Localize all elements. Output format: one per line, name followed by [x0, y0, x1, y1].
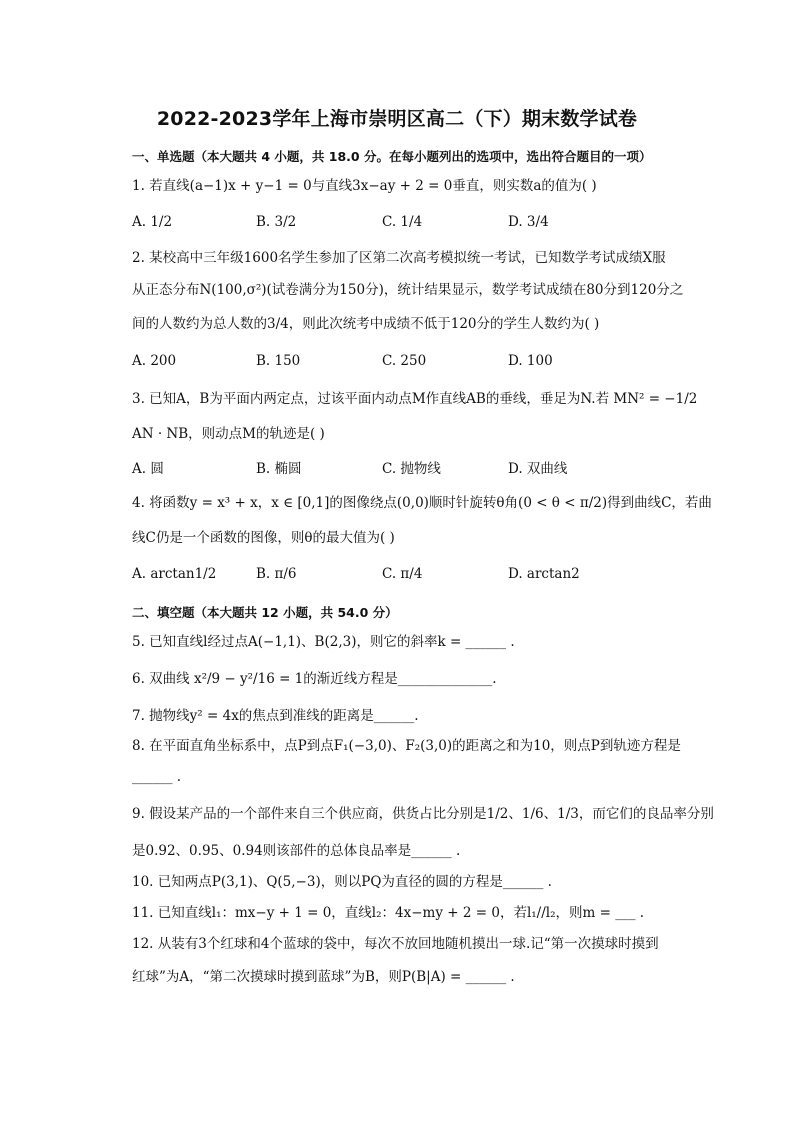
option-d: D. 100: [508, 353, 553, 369]
option-a: A. arctan1/2: [132, 566, 217, 582]
option-c: C. 抛物线: [382, 461, 441, 477]
section-heading-fill-in: 二、填空题（本大题共 12 小题，共 54.0 分）: [132, 605, 398, 620]
option-b: B. π/6: [256, 566, 297, 582]
question-1-options: [132, 214, 692, 234]
question-2-line-1: 2. 某校高中三年级1600名学生参加了区第二次高考模拟统一考试，已知数学考试成绩X服: [132, 250, 666, 266]
option-a: A. 200: [132, 353, 177, 369]
option-c: C. π/4: [382, 566, 423, 582]
question-11-text: 11. 已知直线l₁：mx−y + 1 = 0，直线l₂：4x−my + 2 = 0，若l₁//l₂，则m = ___ .: [132, 905, 645, 921]
page-title: 2022-2023学年上海市崇明区高二（下）期末数学试卷: [156, 108, 638, 130]
option-b: B. 150: [256, 353, 301, 369]
question-3-options: [132, 457, 692, 477]
question-4-line-1: 4. 将函数y = x³ + x，x ∈ [0,1]的图像绕点(0,0)顺时针旋转θ角(0 < θ < π/2)得到曲线C，若曲: [132, 495, 712, 511]
question-2-options: [132, 353, 692, 373]
question-1-text: 1. 若直线(a−1)x + y−1 = 0与直线3x−ay + 2 = 0垂直，则实数a的值为( ): [132, 178, 597, 194]
question-4-options: [132, 566, 692, 586]
section-heading-single-choice: 一、单选题（本大题共 4 小题，共 18.0 分。在每小题列出的选项中，选出符合题目的一项）: [132, 149, 652, 164]
option-d: D. 双曲线: [508, 461, 568, 477]
question-9-line-2: 是0.92、0.95、0.94则该部件的总体良品率是______ .: [132, 843, 461, 859]
question-2-line-2: 从正态分布N(100,σ²)(试卷满分为150分)，统计结果显示，数学考试成绩在80分到120分之: [132, 282, 684, 298]
option-a: A. 1/2: [132, 214, 173, 230]
question-3-line-2: AN · NB，则动点M的轨迹是( ): [132, 426, 325, 442]
option-c: C. 250: [382, 353, 427, 369]
question-4-line-2: 线C仍是一个函数的图像，则θ的最大值为( ): [132, 530, 395, 546]
question-12-line-2: 红球”为A，“第二次摸球时摸到蓝球”为B，则P(B|A) = ______ .: [132, 969, 515, 985]
question-8-line-1: 8. 在平面直角坐标系中，点P到点F₁(−3,0)、F₂(3,0)的距离之和为10，则点P到轨迹方程是: [132, 738, 681, 754]
option-d: D. 3/4: [508, 214, 549, 230]
question-5-text: 5. 已知直线l经过点A(−1,1)、B(2,3)，则它的斜率k = ______ .: [132, 634, 515, 650]
question-7-text: 7. 抛物线y² = 4x的焦点到准线的距离是______.: [132, 708, 419, 724]
option-a: A. 圆: [132, 461, 164, 477]
option-d: D. arctan2: [508, 566, 580, 582]
question-8-line-2: ______ .: [132, 769, 182, 785]
question-6-text: 6. 双曲线 x²/9 − y²/16 = 1的渐近线方程是______________.: [132, 671, 497, 687]
question-2-line-3: 间的人数约为总人数的3/4，则此次统考中成绩不低于120分的学生人数约为( ): [132, 316, 600, 332]
question-12-line-1: 12. 从装有3个红球和4个蓝球的袋中，每次不放回地随机摸出一球.记“第一次摸球时摸到: [132, 936, 659, 952]
option-b: B. 椭圆: [256, 461, 302, 477]
option-c: C. 1/4: [382, 214, 423, 230]
option-b: B. 3/2: [256, 214, 297, 230]
question-3-line-1: 3. 已知A，B为平面内两定点，过该平面内动点M作直线AB的垂线，垂足为N.若 MN² = −1/2: [132, 391, 698, 407]
question-9-line-1: 9. 假设某产品的一个部件来自三个供应商，供货占比分别是1/2、1/6、1/3，而它们的良品率分别: [132, 806, 714, 822]
question-10-text: 10. 已知两点P(3,1)、Q(5,−3)，则以PQ为直径的圆的方程是______ .: [132, 874, 552, 890]
